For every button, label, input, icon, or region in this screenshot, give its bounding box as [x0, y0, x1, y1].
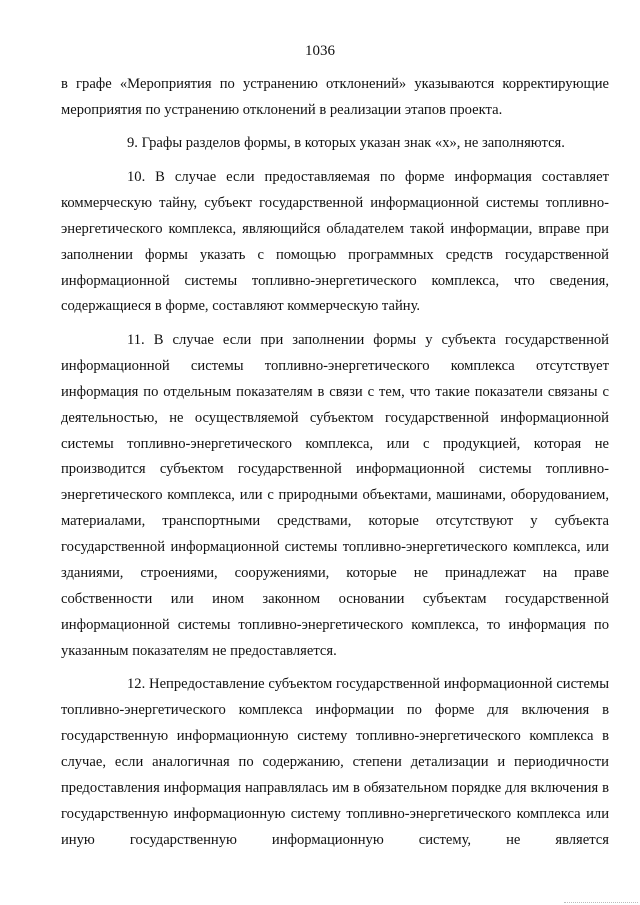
paragraph-11: 11. В случае если при заполнении формы у субъекта государственной информационной системы топливно-энергетического комплекса отсутствует информация по отдельным показателям в связи с тем, что такие показатели связаны с деятельностью, не осуществляемой субъектом государственной информационной системы топливно-энергетического комплекса, или с продукцией, которая не производится субъектом государственной информационной системы топливно-энергетического комплекса, или с природными объектами, машинами, оборудованием, материалами, транспортными средствами, которые отсутствуют у субъекта государственной информационной системы топливно-энергетического комплекса, или зданиями, строениями, сооружениями, которые не принадлежат на праве собственности или ином законном основании субъектам государственной информационной системы топливно-энергетического комплекса, то информация по указанным показателям не предоставляется. — [61, 331, 609, 659]
page-number: 1036 — [305, 43, 335, 59]
document-body — [61, 72, 609, 861]
paragraph-9: 9. Графы разделов формы, в которых указан знак «х», не заполняются. — [127, 135, 565, 152]
paragraph-10: 10. В случае если предоставляемая по форме информация составляет коммерческую тайну, субъект государственной информационной системы топливно-энергетического комплекса, являющийся обладателем такой информации, вправе при заполнении формы указать с помощью программных средств государственной информационной системы топливно-энергетического комплекса, что сведения, содержащиеся в форме, составляют коммерческую тайну. — [61, 168, 609, 315]
paragraph-12: 12. Непредоставление субъектом государственной информационной системы топливно-энергетического комплекса информации по форме для включения в государственную информационную систему топливно-энергетического комплекса в случае, если аналогичная по содержанию, степени детализации и периодичности предоставления информация направлялась им в обязательном порядке для включения в государственную информационную систему топливно-энергетического комплекса или иную государственную информационную систему, не является — [61, 676, 609, 848]
scan-edge-mark — [564, 899, 638, 903]
paragraph-continuation: в графе «Мероприятия по устранению отклонений» указываются корректирующие мероприятия по устранению отклонений в реализации этапов проекта. — [61, 76, 609, 118]
